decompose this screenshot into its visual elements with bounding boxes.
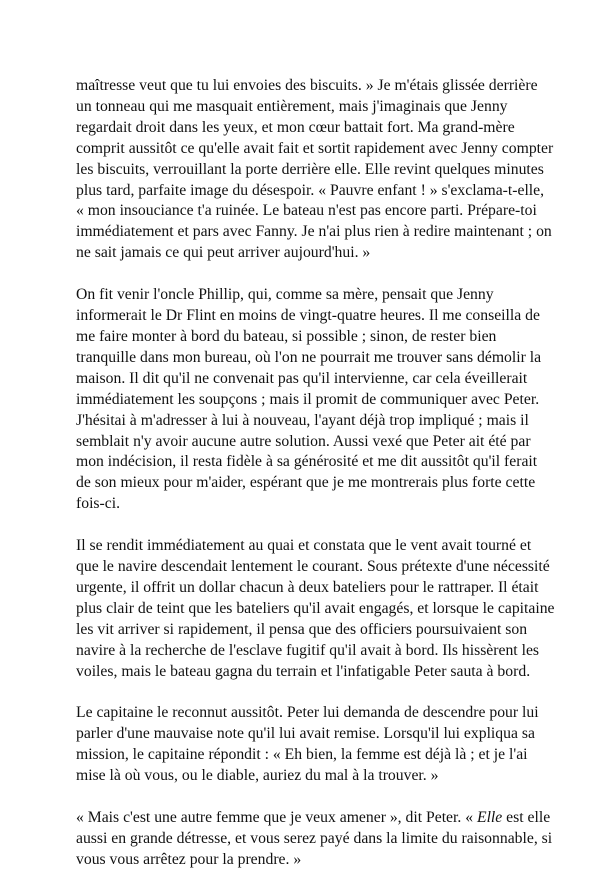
text-line: me faire monter à bord du bateau, si possible ; sinon, de rester bien [76, 327, 497, 345]
text-line [76, 809, 550, 826]
text-line: semblait n'y avoir aucune autre solution. Aussi vexé que Peter ait été par [76, 432, 531, 450]
text-line: fois-ci. [76, 495, 120, 513]
text-line: plus clair de teint que les bateliers qu'il avait engagés, et lorsque le capitaine [76, 599, 555, 617]
text-line: plus tard, parfaite image du désespoir. « Pauvre enfant ! » s'exclama-t-elle, [76, 181, 545, 199]
text-line: un tonneau qui me masquait entièrement, mais j'imaginais que Jenny [76, 97, 508, 115]
text-line: tranquille dans mon bureau, où l'on ne pourrait me trouver sans démolir la [76, 348, 542, 366]
text-run: « Mais c'est une autre femme que je veux amener », dit Peter. « [76, 809, 477, 827]
text-line: maison. Il dit qu'il ne convenait pas qu'il intervienne, car cela éveillerait [76, 369, 528, 387]
text-line: que le navire descendait lentement le courant. Sous prétexte d'une nécessité [76, 558, 550, 576]
paragraph-5 [76, 808, 553, 871]
text-line: regardait droit dans les yeux, et mon cœur battait fort. Ma grand-mère [76, 118, 515, 136]
text-line: immédiatement les soupçons ; mais il promit de communiquer avec Peter. [76, 390, 540, 408]
text-line: urgente, il offrit un dollar chacun à deux bateliers pour le rattraper. Il était [76, 578, 539, 596]
text-line: aussi en grande détresse, et vous serez payé dans la limite du raisonnable, si [76, 830, 553, 847]
text-line: Il se rendit immédiatement au quai et constata que le vent avait tourné et [76, 537, 532, 555]
document-page [76, 76, 555, 892]
text-line: voiles, mais le bateau gagna du terrain et l'infatigable Peter sauta à bord. [76, 662, 531, 680]
text-line: mon indécision, il resta fidèle à sa générosité et me dit aussitôt qu'il ferait [76, 453, 538, 471]
text-line: On fit venir l'oncle Phillip, qui, comme sa mère, pensait que Jenny [76, 286, 494, 304]
text-line: immédiatement et pars avec Fanny. Je n'ai plus rien à redire maintenant ; on [76, 223, 552, 241]
paragraph-1 [76, 76, 554, 264]
text-line: comprit aussitôt ce qu'elle avait fait et sortit rapidement avec Jenny compter [76, 139, 554, 157]
text-line: de son mieux pour m'aider, espérant que je me montrerais plus forte cette [76, 474, 536, 492]
text-line: vous vous arrêtez pour la prendre. » [76, 850, 302, 868]
text-line: mise là où vous, ou le diable, auriez du mal à la trouver. » [76, 767, 439, 785]
paragraph-3 [76, 536, 555, 682]
text-line: informerait le Dr Flint en moins de vingt-quatre heures. Il me conseilla de [76, 307, 540, 325]
text-line: « mon insouciance t'a ruinée. Le bateau n'est pas encore parti. Prépare-toi [76, 202, 537, 220]
text-line: mission, le capitaine répondit : « Eh bien, la femme est déjà là ; et je l'ai [76, 746, 528, 764]
text-line: J'hésitai à m'adresser à lui à nouveau, l'ayant déjà trop impliqué ; mais il [76, 411, 529, 429]
paragraph-4 [76, 703, 539, 787]
text-line: les biscuits, verrouillant la porte derrière elle. Elle revint quelques minutes [76, 160, 544, 178]
text-line: Le capitaine le reconnut aussitôt. Peter lui demanda de descendre pour lui [76, 704, 539, 722]
paragraph-2 [76, 285, 542, 515]
text-line: parler d'une mauvaise note qu'il lui avait remise. Lorsqu'il lui expliqua sa [76, 725, 535, 743]
text-line: navire à la recherche de l'esclave fugitif qu'il avait à bord. Ils hissèrent les [76, 641, 540, 659]
text-line: maîtresse veut que tu lui envoies des biscuits. » Je m'étais glissée derrière [76, 77, 538, 94]
text-line: ne sait jamais ce qui peut arriver aujourd'hui. » [76, 244, 371, 262]
text-run: est elle [502, 809, 551, 827]
italic-emphasis: Elle [476, 809, 503, 827]
text-line: les vit arriver si rapidement, il pensa que des officiers poursuivaient son [76, 620, 528, 638]
